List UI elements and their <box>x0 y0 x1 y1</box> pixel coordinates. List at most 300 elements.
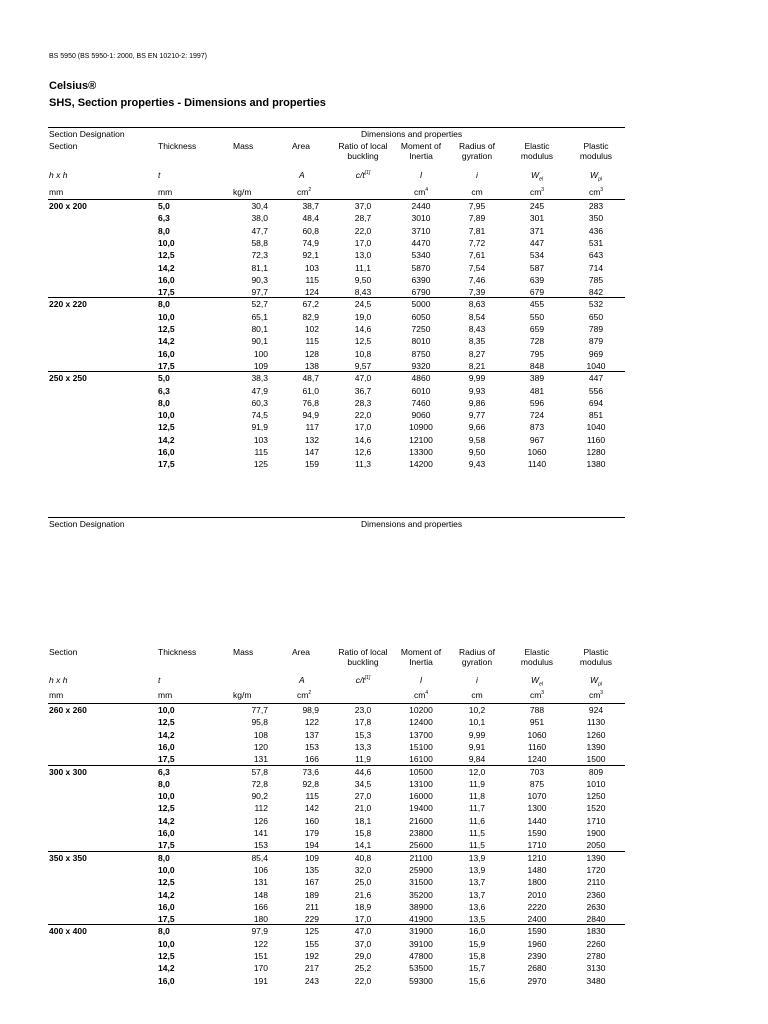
table-cell: 60,3 <box>251 397 268 408</box>
table-cell: 17,8 <box>354 717 372 728</box>
table-cell: 8,35 <box>468 336 486 347</box>
table-cell: 13,9 <box>468 864 486 875</box>
table-cell: 13,6 <box>468 901 486 912</box>
table-cell: 102 <box>304 324 319 334</box>
table-cell: 1390 <box>586 852 606 863</box>
table-cell: 115 <box>254 447 268 457</box>
table-cell: 76,8 <box>302 397 319 408</box>
table-cell: 12,0 <box>468 766 486 777</box>
table-cell: 16,0 <box>158 274 175 285</box>
table-cell: 12,5 <box>158 324 175 334</box>
table-cell: 12,5 <box>158 250 175 261</box>
table-cell: 25900 <box>409 864 433 875</box>
table-cell: 189 <box>304 889 319 900</box>
table-cell: 60,8 <box>302 225 319 236</box>
table-cell: 1060 <box>527 447 547 457</box>
table-cell: 10500 <box>409 766 433 777</box>
table-cell: 1830 <box>586 926 606 937</box>
table-cell: 13,0 <box>354 250 372 261</box>
table-cell: 122 <box>304 717 319 728</box>
header-section: Section <box>49 141 78 151</box>
section-designation-cell: 200 x 200 <box>49 201 87 211</box>
table-cell: 13,9 <box>468 852 486 863</box>
table-cell: 28,3 <box>354 397 372 408</box>
symbol-thickness: t <box>158 170 161 180</box>
table-cell: 37,0 <box>354 938 372 949</box>
table-cell: 639 <box>529 274 545 285</box>
table-cell: 53500 <box>409 963 433 974</box>
properties-table-2 <box>48 645 625 1024</box>
table-cell: 9,43 <box>468 459 486 470</box>
header-moment-of-inertia: Moment of Inertia <box>400 141 442 161</box>
table-cell: 16000 <box>409 791 433 802</box>
header-dimensions-group: Dimensions and properties <box>361 129 463 139</box>
table-cell: 1800 <box>527 877 547 888</box>
table-cell: 109 <box>304 852 319 863</box>
table-cell: 9,58 <box>468 434 486 445</box>
table-cell: 1060 <box>527 729 547 740</box>
table-cell: 5870 <box>411 262 431 273</box>
table-cell: 8,0 <box>158 397 170 408</box>
table-cell: 1140 <box>527 459 547 470</box>
table-cell: 969 <box>588 348 604 359</box>
table-cell: 47800 <box>409 951 433 961</box>
table-cell: 679 <box>529 287 545 298</box>
table-cell: 14,6 <box>354 434 372 445</box>
block-rule <box>48 199 625 200</box>
table-cell: 41900 <box>409 914 433 925</box>
table-cell: 2680 <box>527 963 547 974</box>
table-cell: 587 <box>529 262 545 273</box>
table-cell: 58,8 <box>251 237 268 248</box>
table-cell: 703 <box>529 766 545 777</box>
table-cell: 15,3 <box>354 729 372 740</box>
header-section-designation: Section Designation <box>49 129 125 139</box>
table-cell: 95,8 <box>251 717 268 728</box>
table-cell: 842 <box>588 287 604 298</box>
table-cell: 15,6 <box>468 975 486 986</box>
table-cell: 137 <box>304 729 319 740</box>
table-cell: 2010 <box>527 889 547 900</box>
table-cell: 14,2 <box>158 434 175 445</box>
table-cell: 951 <box>529 717 545 728</box>
table-cell: 9,50 <box>354 274 372 285</box>
table-cell: 14,2 <box>158 963 175 974</box>
table-cell: 2050 <box>586 840 606 851</box>
table-cell: 9,50 <box>468 447 486 457</box>
table-cell: 28,7 <box>354 213 372 224</box>
table-cell: 532 <box>588 299 604 310</box>
table-cell: 217 <box>304 963 319 974</box>
table-cell: 17,5 <box>158 360 175 371</box>
table-cell: 14200 <box>409 459 433 470</box>
table-cell: 2400 <box>527 914 547 925</box>
table-cell: 21,0 <box>354 803 372 814</box>
symbol-pl-2: $W_{pl}$ <box>590 675 602 688</box>
symbol-rog-2: i <box>476 675 478 685</box>
table-cell: 13,7 <box>468 889 486 900</box>
table-cell: 12,5 <box>354 336 372 347</box>
table-cell: 6790 <box>411 287 431 298</box>
table-cell: 6050 <box>411 311 431 322</box>
table-cell: 809 <box>588 766 604 777</box>
unit-moi-2: $cm^4$ <box>413 690 429 700</box>
symbol-section: h x h <box>49 170 68 180</box>
table-cell: 447 <box>588 373 604 384</box>
header-el-2: Elastic modulus <box>520 647 554 667</box>
table-cell: 13,3 <box>354 741 372 752</box>
section-designation-cell: 350 x 350 <box>49 852 87 863</box>
table-cell: 728 <box>529 336 545 347</box>
table-cell: 32,0 <box>354 864 372 875</box>
table-cell: 2220 <box>527 901 547 912</box>
table-cell: 192 <box>304 951 319 961</box>
unit-moi: $cm^4$ <box>413 187 429 197</box>
table-cell: 2780 <box>586 951 606 961</box>
table-cell: 11,3 <box>355 459 371 470</box>
table-cell: 131 <box>253 754 268 765</box>
table-cell: 13700 <box>409 729 433 740</box>
table-cell: 155 <box>304 938 319 949</box>
table-cell: 8,0 <box>158 299 170 310</box>
table-cell: 82,9 <box>302 311 319 322</box>
table-cell: 3480 <box>586 975 606 986</box>
table-cell: 7460 <box>411 397 431 408</box>
table-cell: 13300 <box>409 447 433 457</box>
table-cell: 1590 <box>527 926 547 937</box>
table-cell: 16,0 <box>158 447 175 457</box>
table-cell: 100 <box>253 348 268 359</box>
table-cell: 85,4 <box>251 852 268 863</box>
table-cell: 98,9 <box>302 705 319 715</box>
table-cell: 180 <box>253 914 268 925</box>
table-cell: 10,0 <box>158 311 175 322</box>
table-cell: 1900 <box>586 828 606 838</box>
table-cell: 19400 <box>409 803 433 814</box>
table-cell: 115 <box>305 274 319 285</box>
table-cell: 8750 <box>411 348 431 359</box>
table-cell: 967 <box>529 434 545 445</box>
unit-area-2: $cm^2$ <box>297 690 312 700</box>
table-cell: 125 <box>304 926 319 937</box>
table-cell: 25600 <box>409 840 433 851</box>
mid-section-designation: Section Designation <box>49 519 125 529</box>
table-cell: 17,0 <box>354 237 372 248</box>
table-cell: 6,3 <box>158 213 170 224</box>
table-cell: 132 <box>304 434 319 445</box>
properties-table-1 <box>48 127 625 507</box>
table-cell: 1130 <box>586 717 606 728</box>
block-rule <box>48 703 625 704</box>
table-cell: 166 <box>253 901 268 912</box>
table-cell: 14,2 <box>158 336 175 347</box>
table-cell: 8,43 <box>354 287 372 298</box>
table-cell: 97,9 <box>251 926 268 937</box>
table-cell: 19,0 <box>354 311 372 322</box>
table-cell: 3710 <box>411 225 431 236</box>
table-cell: 724 <box>529 410 545 421</box>
table-cell: 47,7 <box>251 225 268 236</box>
table-cell: 18,1 <box>354 815 372 826</box>
table-cell: 10,0 <box>158 237 175 248</box>
unit-thickness-2: mm <box>158 690 173 700</box>
header-section-2: Section <box>49 647 78 657</box>
table-cell: 17,5 <box>158 754 175 765</box>
table-cell: 301 <box>529 213 545 224</box>
table-cell: 21,6 <box>354 889 372 900</box>
table-cell: 94,9 <box>302 410 319 421</box>
table-cell: 447 <box>529 237 545 248</box>
symbol-el-2: $W_{el}$ <box>531 675 543 688</box>
block-rule <box>48 851 625 852</box>
unit-rog: cm <box>471 187 483 197</box>
block-rule <box>48 297 625 298</box>
table-cell: 659 <box>529 324 545 334</box>
table-cell: 30,4 <box>251 201 268 211</box>
table-cell: 1040 <box>586 422 606 433</box>
table-cell: 1720 <box>586 864 606 875</box>
table-cell: 1070 <box>527 791 547 802</box>
table-cell: 34,5 <box>354 778 372 789</box>
table-cell: 72,8 <box>251 778 268 789</box>
header-thickness-2: Thickness <box>158 647 197 657</box>
table-cell: 25,0 <box>354 877 372 888</box>
table-cell: 90,2 <box>251 791 268 802</box>
table-cell: 166 <box>304 754 319 765</box>
table-cell: 2360 <box>586 889 606 900</box>
table-cell: 18,9 <box>354 901 372 912</box>
table-cell: 142 <box>304 803 319 814</box>
table-cell: 12,5 <box>158 951 175 961</box>
table-cell: 12400 <box>409 717 433 728</box>
symbol-thickness-2: t <box>158 675 161 685</box>
top-rule <box>48 127 625 128</box>
table-cell: 47,0 <box>354 373 372 384</box>
table-cell: 31900 <box>409 926 433 937</box>
table-cell: 194 <box>304 840 319 851</box>
table-cell: 7,81 <box>468 225 486 236</box>
table-cell: 2110 <box>586 877 606 888</box>
table-cell: 12,5 <box>158 422 175 433</box>
symbol-section-2: h x h <box>49 675 68 685</box>
table-cell: 22,0 <box>354 225 372 236</box>
table-cell: 14,1 <box>354 840 372 851</box>
table-cell: 875 <box>529 778 545 789</box>
table-cell: 106 <box>253 864 268 875</box>
table-cell: 1240 <box>527 754 547 765</box>
table-cell: 13100 <box>409 778 433 789</box>
table-cell: 14,2 <box>158 815 175 826</box>
table-cell: 9,99 <box>468 373 486 384</box>
table-cell: 1710 <box>527 840 547 851</box>
header-rog-2: Radius of gyration <box>459 647 495 667</box>
table-cell: 159 <box>304 459 319 470</box>
table-cell: 124 <box>304 287 319 298</box>
table-cell: 10,2 <box>468 705 486 715</box>
table-cell: 17,5 <box>158 840 175 851</box>
section-designation-cell: 400 x 400 <box>49 926 87 937</box>
table-cell: 21600 <box>409 815 433 826</box>
table-cell: 23,0 <box>354 705 372 715</box>
header-area: Area <box>292 141 310 151</box>
table-cell: 73,6 <box>302 766 319 777</box>
table-cell: 1520 <box>586 803 606 814</box>
table-cell: 795 <box>529 348 545 359</box>
table-cell: 9,86 <box>468 397 486 408</box>
brand-name: Celsius® <box>49 80 97 92</box>
block-rule <box>48 371 625 372</box>
table-cell: 12,6 <box>354 447 372 457</box>
table-cell: 15,8 <box>468 951 486 961</box>
table-cell: 14,6 <box>354 324 372 334</box>
table-cell: 556 <box>588 385 604 396</box>
table-cell: 243 <box>304 975 319 986</box>
table-cell: 120 <box>253 741 268 752</box>
table-cell: 23800 <box>409 828 433 838</box>
unit-rog-2: cm <box>471 690 483 700</box>
table-cell: 103 <box>253 434 268 445</box>
table-cell: 36,7 <box>354 385 372 396</box>
table-cell: 9,91 <box>468 741 486 752</box>
table-cell: 789 <box>588 324 604 334</box>
unit-pl: $cm^3$ <box>588 187 604 197</box>
mid-rule <box>48 517 625 518</box>
table-cell: 2840 <box>586 914 606 925</box>
header-plastic-modulus: Plastic modulus <box>579 141 613 161</box>
table-cell: 90,1 <box>251 336 268 347</box>
page-title: SHS, Section properties - Dimensions and properties <box>49 97 326 109</box>
header-ratio: Ratio of local buckling <box>338 141 388 161</box>
table-cell: 531 <box>588 237 604 248</box>
table-cell: 125 <box>253 459 268 470</box>
table-cell: 128 <box>304 348 319 359</box>
header-ratio-2: Ratio of local buckling <box>338 647 388 667</box>
table-cell: 8,0 <box>158 225 170 236</box>
table-cell: 5000 <box>411 299 431 310</box>
block-rule <box>48 924 625 925</box>
table-cell: 9,57 <box>354 360 372 371</box>
unit-area: $cm^2$ <box>297 187 312 197</box>
table-cell: 91,9 <box>251 422 268 433</box>
section-designation-cell: 260 x 260 <box>49 705 87 715</box>
table-cell: 7,46 <box>468 274 486 285</box>
symbol-pl: $W_{pl}$ <box>590 170 602 183</box>
symbol-ratio: c/t[1] <box>355 170 371 180</box>
section-designation-cell: 250 x 250 <box>49 373 87 384</box>
table-cell: 61,0 <box>302 385 319 396</box>
table-cell: 9,99 <box>468 729 486 740</box>
table-cell: 2390 <box>527 951 547 961</box>
table-cell: 141 <box>253 828 268 838</box>
unit-section-2: mm <box>49 690 64 700</box>
table-cell: 16,0 <box>158 901 175 912</box>
table-cell: 1260 <box>586 729 606 740</box>
table-cell: 8,43 <box>468 324 486 334</box>
table-cell: 245 <box>529 201 545 211</box>
table-cell: 57,8 <box>251 766 268 777</box>
table-cell: 11,7 <box>469 803 485 814</box>
table-cell: 7,95 <box>468 201 486 211</box>
standard-reference: BS 5950 (BS 5950-1: 2000, BS EN 10210-2: 1997) <box>49 53 207 60</box>
header-area-2: Area <box>292 647 310 657</box>
table-cell: 1500 <box>586 754 606 765</box>
table-cell: 22,0 <box>354 975 372 986</box>
table-cell: 12,5 <box>158 877 175 888</box>
table-cell: 126 <box>253 815 268 826</box>
table-cell: 38,0 <box>251 213 268 224</box>
table-cell: 77,7 <box>251 705 268 715</box>
table-cell: 17,0 <box>354 914 372 925</box>
table-cell: 596 <box>529 397 545 408</box>
table-cell: 15,8 <box>354 828 372 838</box>
table-cell: 9,77 <box>468 410 486 421</box>
unit-thickness: mm <box>158 187 173 197</box>
table-cell: 47,9 <box>251 385 268 396</box>
table-cell: 48,7 <box>302 373 319 384</box>
table-cell: 4860 <box>411 373 431 384</box>
table-cell: 9320 <box>411 360 431 371</box>
table-cell: 74,5 <box>251 410 268 421</box>
table-cell: 694 <box>588 397 604 408</box>
table-cell: 48,4 <box>302 213 319 224</box>
table-cell: 44,6 <box>354 766 372 777</box>
table-cell: 15,9 <box>468 938 486 949</box>
table-cell: 788 <box>529 705 545 715</box>
table-cell: 117 <box>305 422 319 433</box>
table-cell: 1010 <box>586 778 606 789</box>
table-cell: 15100 <box>409 741 433 752</box>
table-cell: 1250 <box>586 791 606 802</box>
table-cell: 47,0 <box>354 926 372 937</box>
table-cell: 1210 <box>527 852 547 863</box>
table-cell: 191 <box>253 975 268 986</box>
symbol-el: $W_{el}$ <box>531 170 543 183</box>
table-cell: 10,0 <box>158 791 175 802</box>
table-cell: 7,39 <box>468 287 486 298</box>
table-cell: 148 <box>253 889 268 900</box>
table-cell: 1380 <box>586 459 606 470</box>
table-cell: 92,1 <box>302 250 319 261</box>
table-cell: 8,54 <box>468 311 486 322</box>
table-cell: 7,61 <box>468 250 486 261</box>
table-cell: 851 <box>588 410 604 421</box>
header-pl-2: Plastic modulus <box>579 647 613 667</box>
header-thickness: Thickness <box>158 141 197 151</box>
table-cell: 879 <box>588 336 604 347</box>
table-cell: 37,0 <box>354 201 372 211</box>
unit-el-2: $cm^3$ <box>529 690 545 700</box>
table-cell: 371 <box>529 225 545 236</box>
table-cell: 650 <box>588 311 604 322</box>
table-cell: 40,8 <box>354 852 372 863</box>
table-cell: 350 <box>588 213 604 224</box>
table-cell: 10,1 <box>468 717 486 728</box>
table-cell: 229 <box>304 914 319 925</box>
table-cell: 1440 <box>527 815 547 826</box>
header-elastic-modulus: Elastic modulus <box>520 141 554 161</box>
table-cell: 138 <box>304 360 319 371</box>
table-cell: 38,3 <box>251 373 268 384</box>
table-cell: 10,0 <box>158 938 175 949</box>
table-cell: 17,5 <box>158 914 175 925</box>
mid-dimensions-label: Dimensions and properties <box>361 519 463 529</box>
table-cell: 8,63 <box>468 299 486 310</box>
table-cell: 9060 <box>411 410 431 421</box>
table-cell: 6,3 <box>158 385 170 396</box>
table-cell: 65,1 <box>251 311 268 322</box>
table-cell: 2260 <box>586 938 606 949</box>
table-cell: 11,8 <box>469 791 485 802</box>
